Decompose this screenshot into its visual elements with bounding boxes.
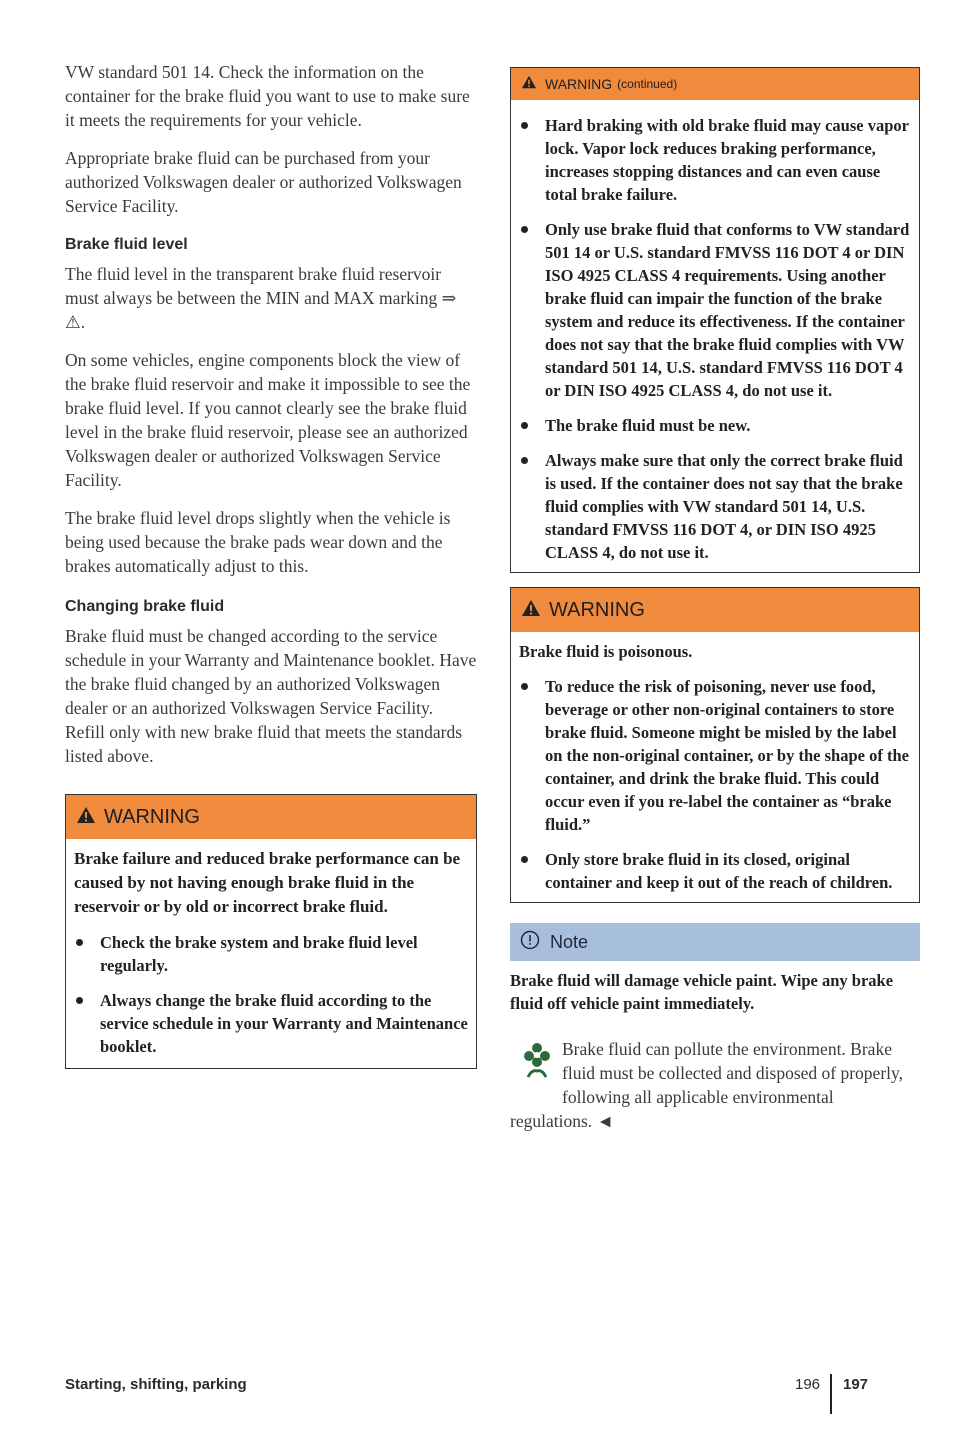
footer-section-title: Starting, shifting, parking [65, 1376, 247, 1393]
paragraph-standard: VW standard 501 14. Check the information on the container for the brake fluid you want to use to make sure it meets the requirements for your vehicle. [65, 62, 470, 130]
paragraph-change-schedule: Brake fluid must be changed according to the service schedule in your Warranty and Maintenance booklet. Have the brake fluid changed by an authorized Volkswagen dealer or an authorized Volkswagen Service Facility. Refill only with new brake fluid that meets the standards listed above. [65, 626, 477, 766]
warning-bullet: Only use brake fluid that conforms to VW standard 501 14 or U.S. standard FMVSS 116 DOT 4 or DIN ISO 4925 CLASS 4 requirements. Using another brake fluid can impair the function of the brake system and reduce its effectiveness. If the container does not say that the brake fluid complies with VW standard 501 14, U.S. standard FMVSS 116 DOT 4 or DIN ISO 4925 CLASS 4, do not use it. [519, 218, 911, 402]
warning-intro: Brake fluid is poisonous. [519, 642, 693, 661]
warning-box-brake-failure [65, 794, 477, 1069]
note-title: Note [550, 931, 589, 952]
paragraph-level-drops: The brake fluid level drops slightly when the vehicle is being used because the brake pads wear down and the brakes automatically adjust to this. [65, 508, 451, 576]
warning-box-continued [510, 67, 920, 573]
warning-body [511, 632, 919, 902]
page-number-right: 197 [843, 1376, 869, 1393]
warning-triangle-icon [76, 806, 96, 829]
warning-box-poisonous [510, 587, 920, 903]
warning-triangle-icon [521, 599, 541, 622]
warning-continued-header [511, 68, 919, 100]
paragraph-purchase: Appropriate brake fluid can be purchased from your authorized Volkswagen dealer or authorized Volkswagen Service Facility. [65, 148, 462, 216]
warning-continued-body [511, 100, 919, 572]
warning-bullet: Only store brake fluid in its closed, original container and keep it out of the reach of children. [519, 848, 911, 894]
note-header [510, 923, 920, 961]
warning-intro: Brake failure and reduced brake performance can be caused by not having enough brake fluid in the reservoir or by old or incorrect brake fluid. [74, 849, 461, 916]
page-divider [830, 1374, 832, 1414]
warning-header [66, 795, 476, 839]
environment-text: Brake fluid can pollute the environment. Brake fluid must be collected and disposed of properly, following all applicable environmental regulations. ◄ [510, 1039, 904, 1131]
warning-title: WARNING [104, 805, 200, 828]
info-circle-icon [520, 930, 540, 955]
warning-triangle-icon [521, 75, 537, 94]
paragraph-reservoir-view: On some vehicles, engine components block the view of the brake fluid reservoir and make it impossible to see the brake fluid level. If you cannot clearly see the brake fluid level in the brake fluid reservoir, please see an authorized Volkswagen dealer or authorized Volkswagen Service Facility. [65, 350, 471, 490]
page-number-left: 196 [795, 1376, 821, 1393]
environment-note [510, 1037, 920, 1133]
warning-bullet: Hard braking with old brake fluid may cause vapor lock. Vapor lock reduces braking performance, increases stopping distances and can even cause total brake failure. [519, 114, 911, 206]
left-column [65, 60, 477, 1069]
paragraph-level-marking: The fluid level in the transparent brake fluid reservoir must always be between the MIN and MAX marking ⇒ ⚠. [65, 264, 457, 332]
heading-changing-brake-fluid: Changing brake fluid [65, 598, 225, 615]
warning-bullet: Always make sure that only the correct brake fluid is used. If the container does not say that the brake fluid complies with VW standard 501 14, U.S. standard FMVSS 116 DOT 4, or DIN ISO 4925 CLASS 4, do not use it. [519, 449, 911, 564]
right-column [510, 67, 920, 1133]
note-text: Brake fluid will damage vehicle paint. Wipe any brake fluid off vehicle paint immediately. [510, 971, 894, 1013]
warning-header [511, 588, 919, 632]
warning-bullet: Always change the brake fluid according to the service schedule in your Warranty and Maintenance booklet. [74, 989, 468, 1058]
warning-bullet: To reduce the risk of poisoning, never use food, beverage or other non-original containers to store brake fluid. Someone might be misled by the label on the non-original container, or by the shape of the container, and drink the brake fluid. This could occur even if you re-label the container as “brake fluid.” [519, 675, 911, 836]
warning-continued-suffix: (continued) [617, 77, 678, 91]
environment-flower-icon [524, 1041, 550, 1084]
heading-brake-fluid-level: Brake fluid level [65, 236, 188, 253]
warning-continued-title: WARNING [545, 76, 613, 92]
warning-body [66, 839, 476, 1068]
warning-bullet: Check the brake system and brake fluid level regularly. [74, 931, 468, 977]
warning-bullet: The brake fluid must be new. [519, 414, 911, 437]
warning-title: WARNING [549, 598, 645, 621]
